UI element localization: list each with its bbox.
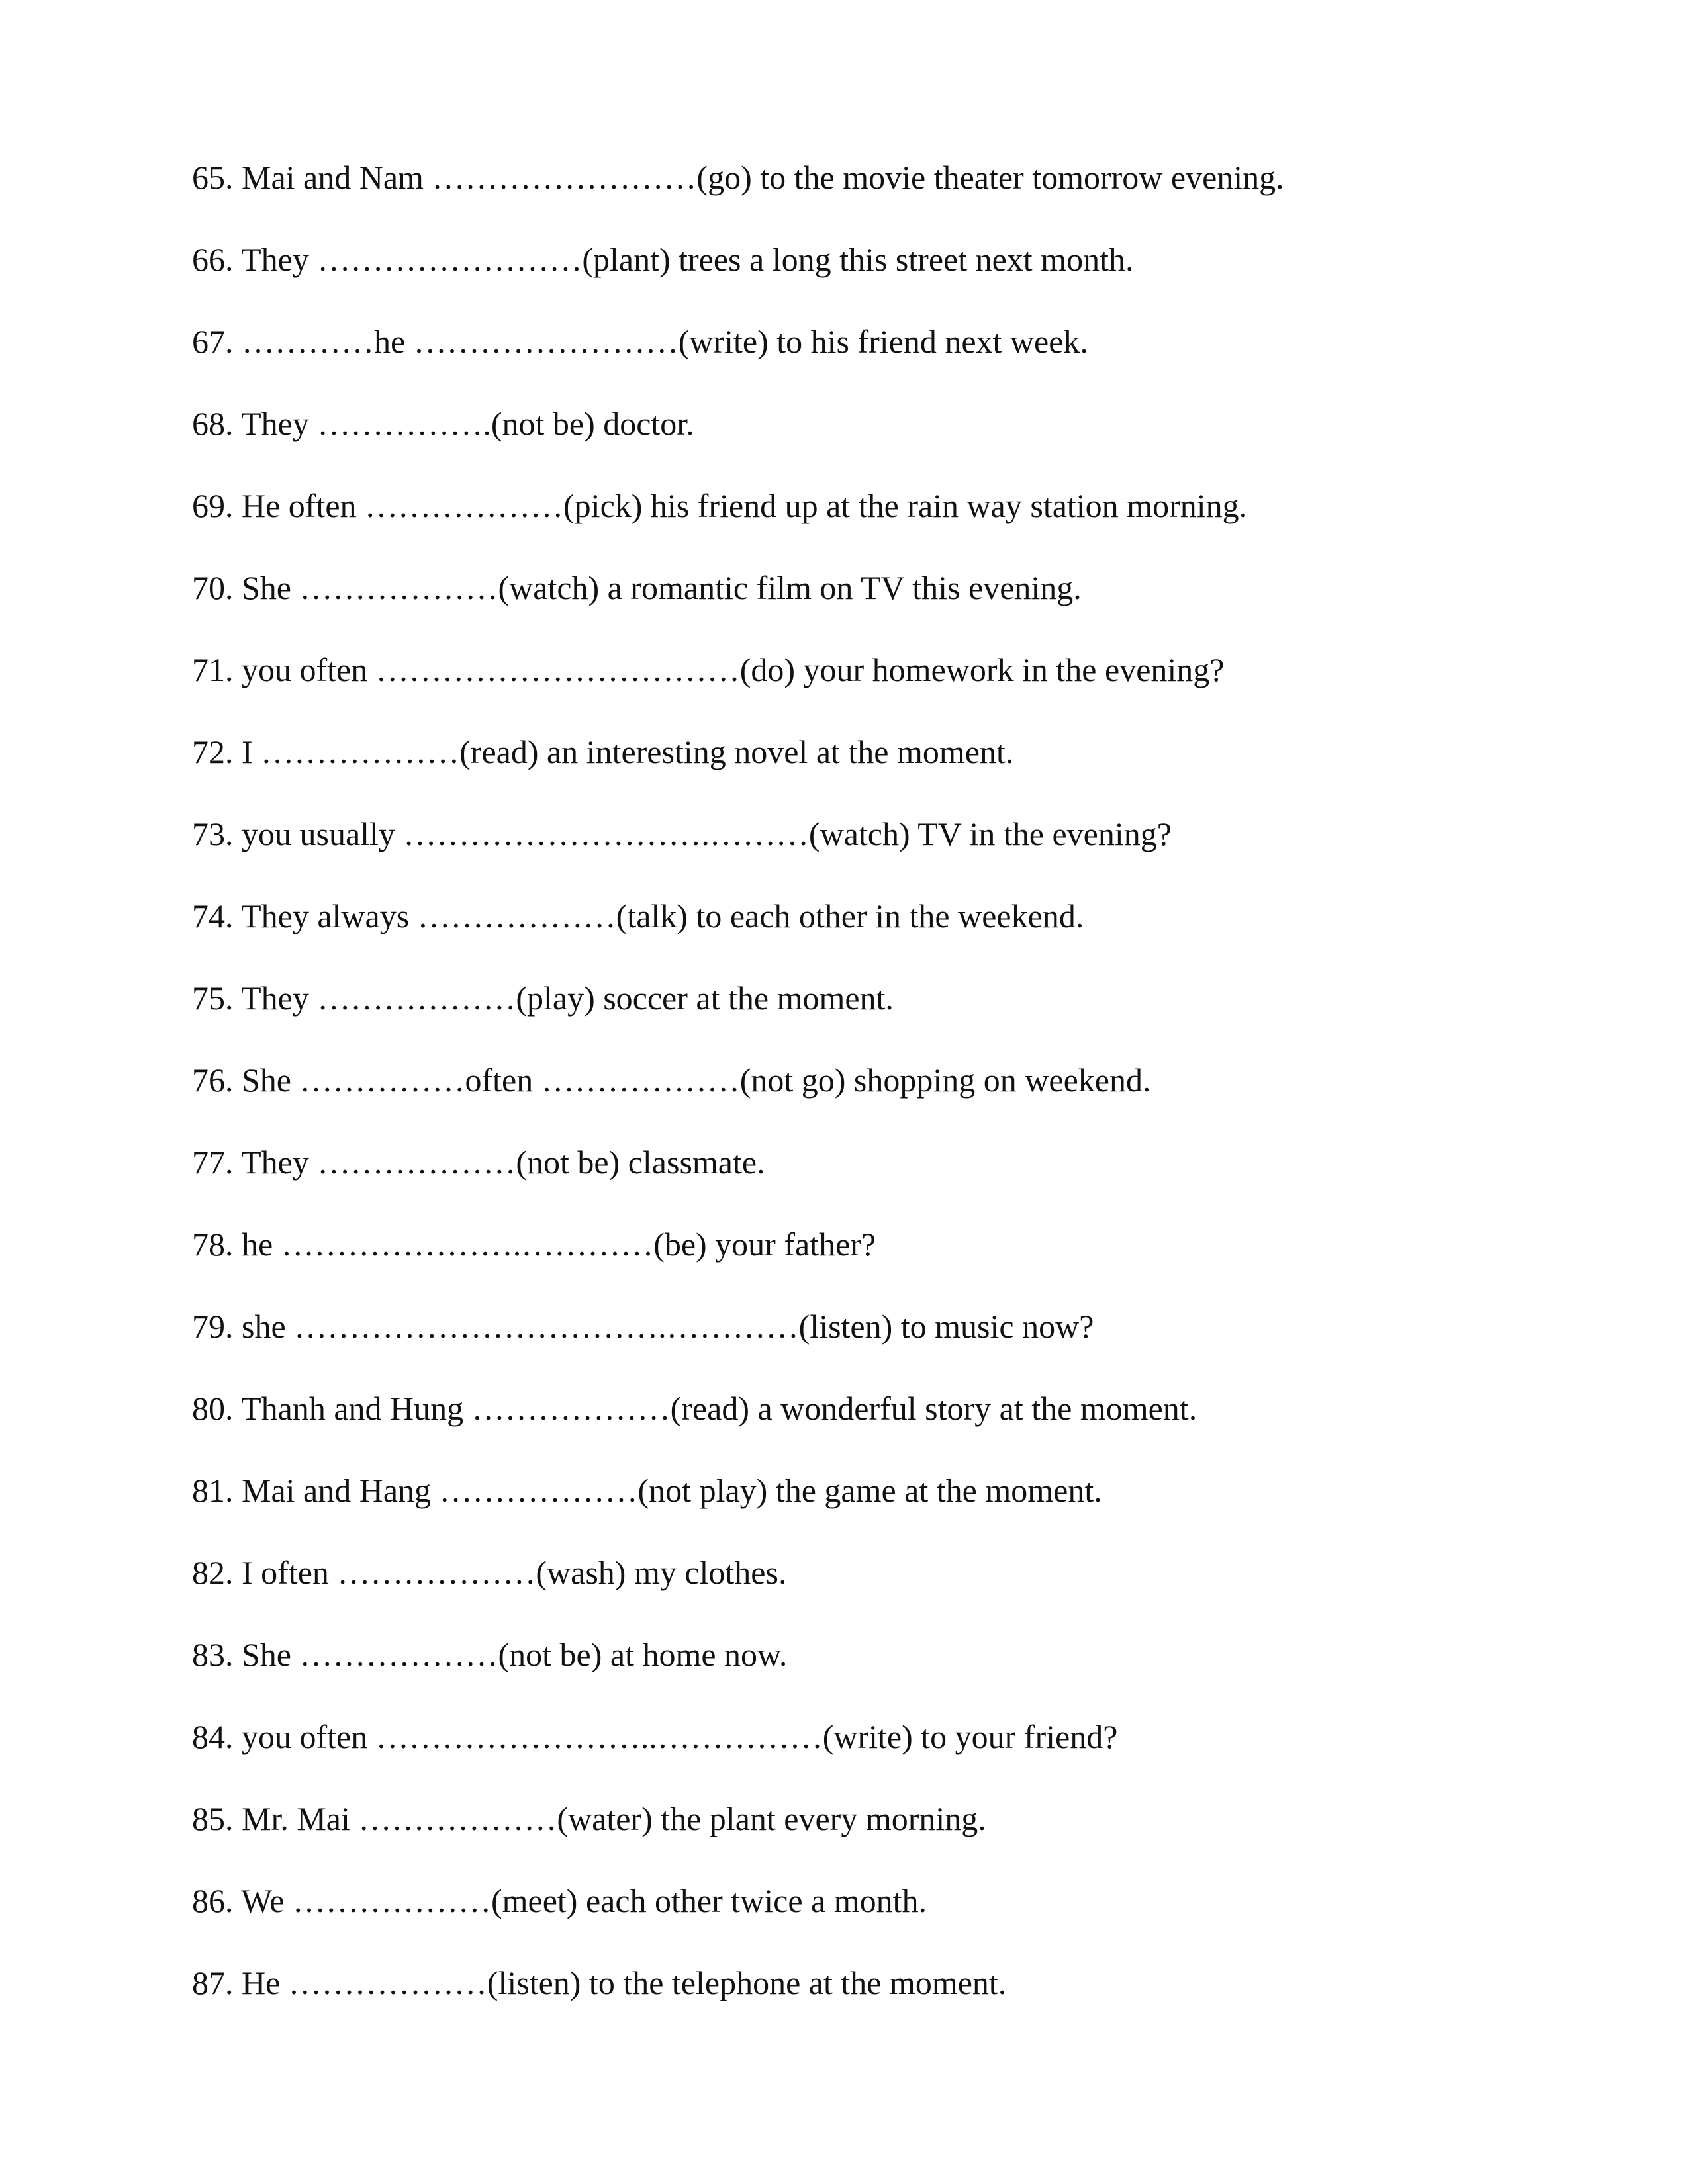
exercise-line-70: 70. She ………………(watch) a romantic film on TV this evening. [192,569,1082,606]
exercise-line-83: 83. She ………………(not be) at home now. [192,1636,788,1673]
exercise-list [192,151,1582,2038]
exercise-line-84: 84. you often ……………………..……………(write) to your friend? [192,1718,1118,1755]
exercise-line-87: 87. He ………………(listen) to the telephone at the moment. [192,1964,1007,2001]
exercise-line-78: 78. he ………………….…………(be) your father? [192,1226,876,1263]
exercise-line-72: 72. I ………………(read) an interesting novel at the moment. [192,733,1014,770]
exercise-line-65: 65. Mai and Nam ……………………(go) to the movie theater tomorrow evening. [192,159,1284,196]
exercise-line-86: 86. We ………………(meet) each other twice a month. [192,1882,927,1919]
exercise-line-76: 76. She ……………often ………………(not go) shopping on weekend. [192,1062,1151,1099]
exercise-line-77: 77. They ………………(not be) classmate. [192,1144,765,1181]
exercise-line-75: 75. They ………………(play) soccer at the moment. [192,979,894,1017]
exercise-line-69: 69. He often ………………(pick) his friend up at the rain way station morning. [192,487,1248,524]
exercise-line-74: 74. They always ………………(talk) to each other in the weekend. [192,897,1084,934]
exercise-line-73: 73. you usually ……………………….………(watch) TV in the evening? [192,815,1172,852]
exercise-line-82: 82. I often ………………(wash) my clothes. [192,1554,787,1591]
exercise-line-79: 79. she …………………………….…………(listen) to music now? [192,1308,1094,1345]
exercise-line-67: 67. …………he ……………………(write) to his friend next week. [192,323,1088,360]
exercise-line-85: 85. Mr. Mai ………………(water) the plant every morning. [192,1800,986,1837]
exercise-line-71: 71. you often ……………………………(do) your homework in the evening? [192,651,1225,688]
exercise-line-66: 66. They ……………………(plant) trees a long this street next month. [192,241,1134,278]
exercise-line-81: 81. Mai and Hang ………………(not play) the game at the moment. [192,1472,1102,1509]
exercise-line-68: 68. They …………….(not be) doctor. [192,405,694,442]
exercise-line-80: 80. Thanh and Hung ………………(read) a wonderful story at the moment. [192,1390,1197,1427]
